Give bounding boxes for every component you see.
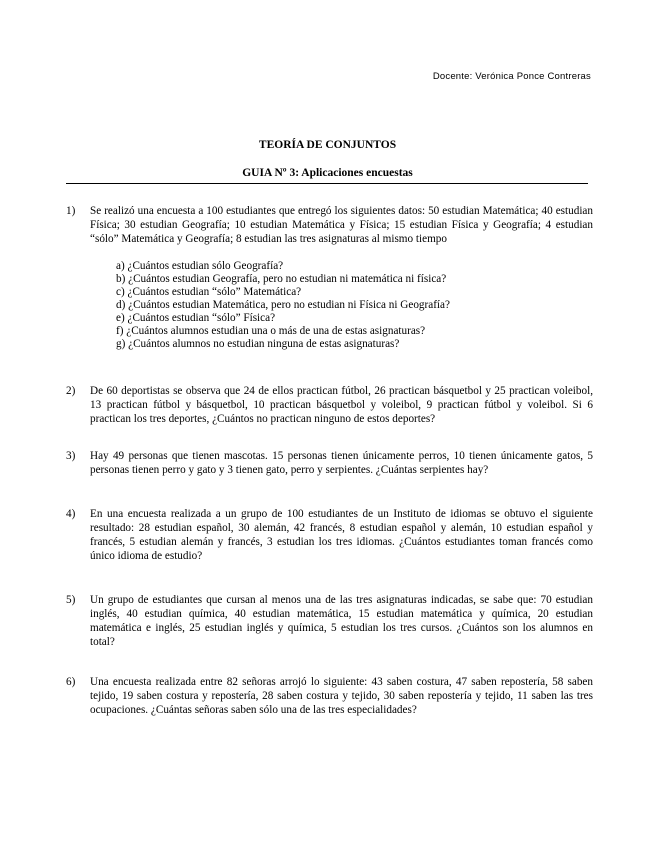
question-2	[66, 384, 593, 426]
sub-question: f) ¿Cuántos alumnos estudian una o más de una de estas asignaturas?	[116, 325, 426, 337]
question-4	[66, 507, 593, 563]
question-text: Una encuesta realizada entre 82 señoras arrojó lo siguiente: 43 saben costura, 47 saben repostería, 58 saben tejido, 19 saben costura y repostería, 28 saben costura y tejido, 30 saben repostería y tejido, 11 saben las tres ocupaciones. ¿Cuántas señoras saben sólo una de las tres especialidades?	[90, 676, 593, 716]
question-number: 4)	[66, 508, 76, 520]
page-title: TEORÍA DE CONJUNTOS	[258, 139, 397, 151]
question-number: 3)	[66, 450, 76, 462]
question-number: 1)	[66, 205, 76, 217]
sub-question: b) ¿Cuántos estudian Geografía, pero no estudian ni matemática ni física?	[116, 273, 447, 285]
question-5	[66, 593, 593, 649]
question-text: Se realizó una encuesta a 100 estudiantes que entregó los siguientes datos: 50 estudian Matemática; 40 estudian Física; 30 estudian Geografía; 10 estudian Matemática y Física; 15 estudian Física y Geografía; 4 estudian “sólo” Matemática y Geografía; 8 estudian las tres asignaturas al mismo tiempo	[90, 205, 593, 245]
question-text: Un grupo de estudiantes que cursan al menos una de las tres asignaturas indicadas, se sabe que: 70 estudian inglés, 40 estudian química, 40 estudian matemática, 15 estudian matemática y química, 20 estudian matemática e inglés, 25 estudian inglés y química, 5 estudian los tres cursos. ¿Cuántos son los alumnos en total?	[90, 594, 593, 648]
question-number: 6)	[66, 676, 76, 688]
question-text: Hay 49 personas que tienen mascotas. 15 personas tienen únicamente perros, 10 tienen únicamente gatos, 5 personas tienen perro y gato y 3 tienen gato, perro y serpientes. ¿Cuántas serpientes hay?	[90, 450, 593, 476]
question-3	[66, 449, 593, 477]
title-divider	[66, 183, 588, 184]
docente-label: Docente: Verónica Ponce Contreras	[432, 71, 591, 82]
question-number: 2)	[66, 385, 76, 397]
page-subtitle: GUIA Nº 3: Aplicaciones encuestas	[242, 167, 413, 179]
question-number: 5)	[66, 594, 76, 606]
sub-question: g) ¿Cuántos alumnos no estudian ninguna de estas asignaturas?	[116, 338, 400, 350]
sub-question: a) ¿Cuántos estudian sólo Geografía?	[116, 260, 284, 272]
question-6	[66, 675, 593, 717]
question-1	[66, 204, 593, 351]
question-text: En una encuesta realizada a un grupo de 100 estudiantes de un Instituto de idiomas se obtuvo el siguiente resultado: 28 estudian español, 30 alemán, 42 francés, 8 estudian español y alemán, 10 estudian español y francés, 5 estudian alemán y francés, 3 estudian los tres idiomas. ¿Cuántos estudiantes toman francés como único idioma de estudio?	[90, 508, 593, 562]
question-text: De 60 deportistas se observa que 24 de ellos practican fútbol, 26 practican básquetbol y 25 practican voleibol, 13 practican fútbol y básquetbol, 10 practican básquetbol y voleibol, 9 practican fútbol y voleibol. Si 6 practican los tres deportes, ¿Cuántos no practican ninguno de estos deportes?	[90, 385, 593, 425]
sub-question: c) ¿Cuántos estudian “sólo” Matemática?	[116, 286, 302, 298]
sub-question: e) ¿Cuántos estudian “sólo” Física?	[116, 312, 276, 324]
sub-question: d) ¿Cuántos estudian Matemática, pero no estudian ni Física ni Geografía?	[116, 299, 450, 311]
sub-question-list	[116, 260, 593, 351]
